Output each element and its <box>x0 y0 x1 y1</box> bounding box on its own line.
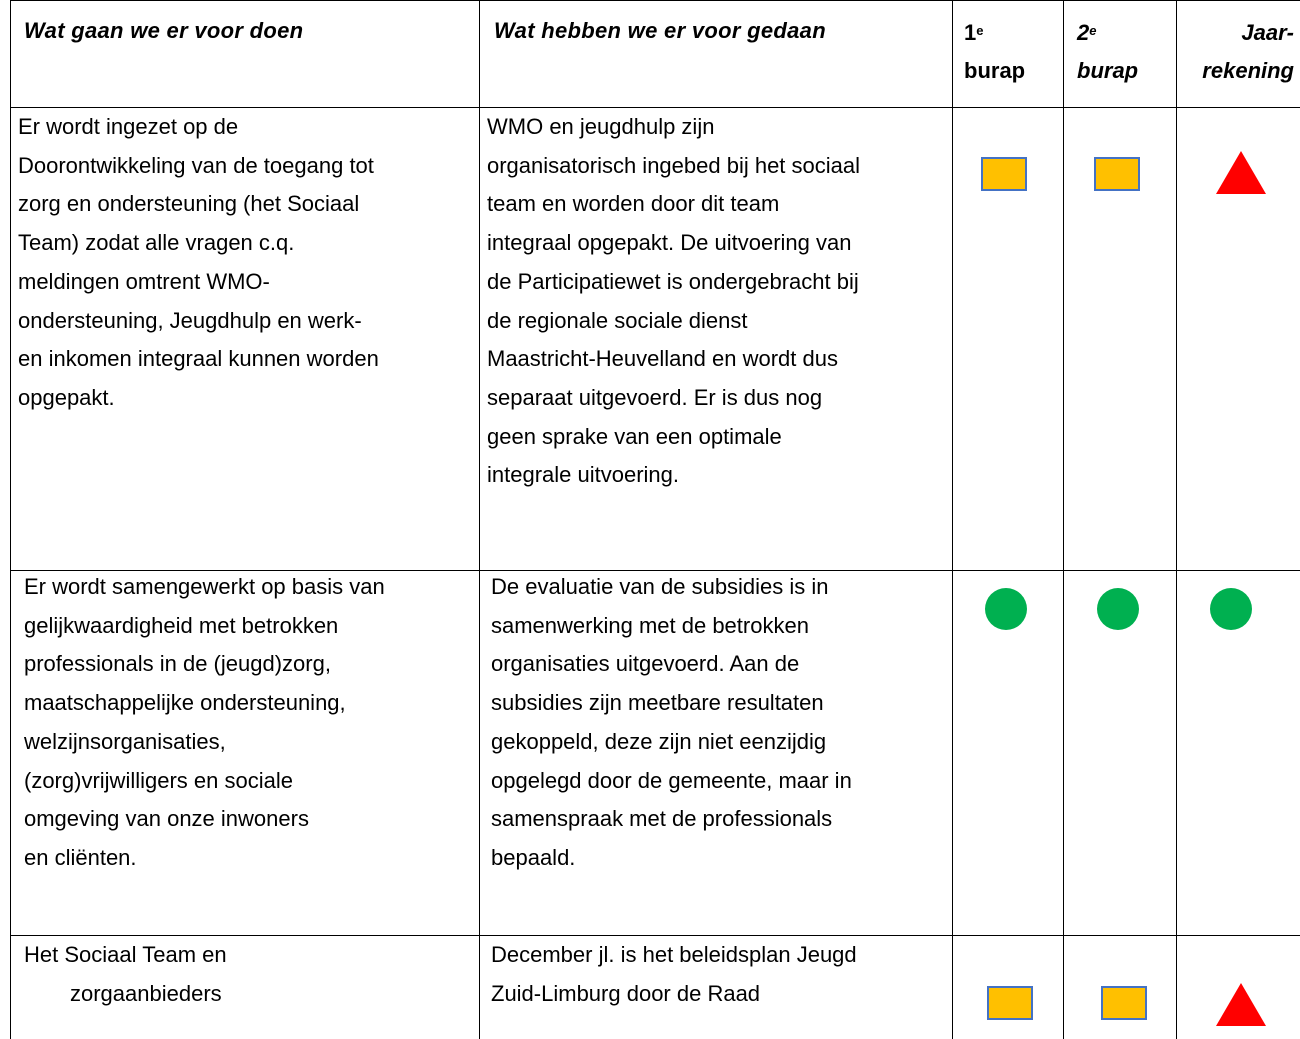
header-jaarrekening <box>1180 14 1294 90</box>
row-3-gedaan: December jl. is het beleidsplan Jeugd Zuid-Limburg door de Raad <box>491 942 857 1006</box>
green-circle-icon <box>1097 588 1139 630</box>
amber-square-icon <box>981 157 1027 191</box>
amber-square-icon <box>1094 157 1140 191</box>
column-divider <box>952 0 953 1039</box>
header-burap-2-word: burap <box>1077 58 1139 83</box>
column-divider <box>10 0 11 1039</box>
red-triangle-icon <box>1216 983 1266 1026</box>
table-border-top <box>10 0 1300 1</box>
red-triangle-icon <box>1216 151 1266 194</box>
header-gedaan: Wat hebben we er voor gedaan <box>494 18 826 43</box>
row-3-doen-line: zorgaanbieders <box>70 980 222 1006</box>
header-burap-2 <box>1077 14 1138 90</box>
amber-square-icon <box>1101 986 1147 1020</box>
header-burap-1-sup: e <box>976 23 984 38</box>
column-divider <box>1176 0 1177 1039</box>
row-2-doen: Er wordt samengewerkt op basis van gelijkwaardigheid met betrokken professionals in de (jeugd)zorg, maatschappelijke ondersteuning, welzijnsorganisaties, (zorg)vrijwilligers en sociale omgeving van onze inwoners en cliënten. <box>24 574 385 870</box>
amber-square-icon <box>987 986 1033 1020</box>
header-jaarrekening-line1: Jaar- <box>1241 20 1294 45</box>
column-divider <box>1063 0 1064 1039</box>
header-burap-2-number: 2 <box>1077 20 1090 45</box>
row-1-doen: Er wordt ingezet op de Doorontwikkeling van de toegang tot zorg en ondersteuning (het Sociaal Team) zodat alle vragen c.q. meldingen omtrent WMO- ondersteuning, Jeugdhulp en werk- en inkomen integraal kunnen worden opgepakt. <box>18 114 379 410</box>
row-3-doen-line: Het Sociaal Team en <box>24 942 227 967</box>
green-circle-icon <box>985 588 1027 630</box>
row-3-doen <box>24 936 476 1013</box>
header-burap-1 <box>964 14 1025 90</box>
header-burap-1-number: 1 <box>964 20 977 45</box>
green-circle-icon <box>1210 588 1252 630</box>
header-jaarrekening-line2: rekening <box>1202 58 1294 83</box>
header-burap-2-sup: e <box>1089 23 1097 38</box>
header-doen: Wat gaan we er voor doen <box>24 18 304 43</box>
row-1-gedaan: WMO en jeugdhulp zijn organisatorisch ingebed bij het sociaal team en worden door dit team integraal opgepakt. De uitvoering van de Participatiewet is ondergebracht bij de regionale sociale dienst Maastricht-Heuvelland en wordt dus separaat uitgevoerd. Er is dus nog geen sprake van een optimale integrale uitvoering. <box>487 114 861 488</box>
header-burap-1-word: burap <box>964 58 1026 83</box>
row-2-gedaan: De evaluatie van de subsidies is in samenwerking met de betrokken organisaties uitgevoerd. Aan de subsidies zijn meetbare resultaten gekoppeld, deze zijn niet eenzijdig opgelegd door de gemeente, maar in samenspraak met de professionals bepaald. <box>491 574 852 870</box>
column-divider <box>479 0 480 1039</box>
